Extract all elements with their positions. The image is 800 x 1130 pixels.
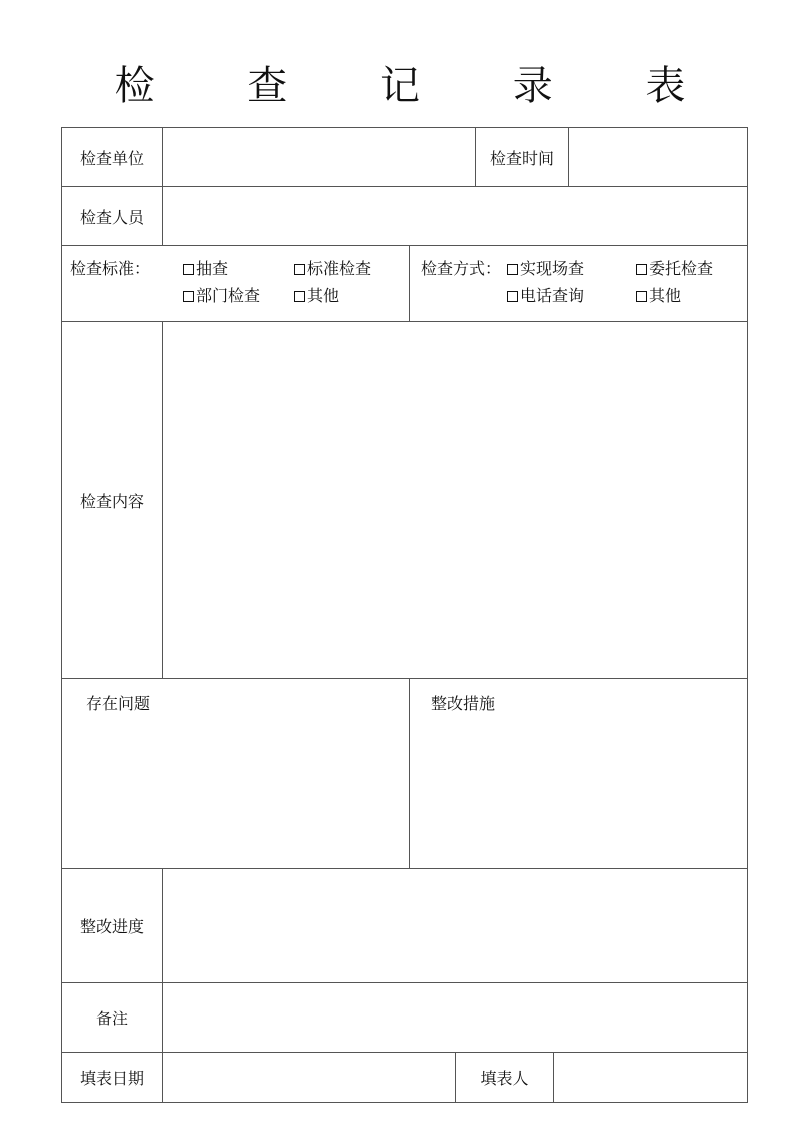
row-divider [61,245,748,246]
checkbox-icon[interactable] [507,291,518,302]
row-divider [61,678,748,679]
checkbox-icon[interactable] [636,291,647,302]
problems-label: 存在问题 [86,694,151,713]
table-border-right [747,127,748,1103]
standard-option-department-check[interactable]: 部门检查 [183,286,260,306]
method-label: 检查方式： [421,259,502,278]
progress-field[interactable] [163,869,747,982]
fill-date-label: 填表日期 [79,1069,144,1088]
table-border-bottom [61,1102,748,1103]
method-option-entrusted[interactable]: 委托检查 [636,259,713,279]
inspection-unit-field[interactable] [163,128,475,186]
checkbox-icon[interactable] [507,264,518,275]
remarks-field[interactable] [163,983,747,1052]
inspection-unit-label: 检查单位 [79,148,144,168]
checkbox-icon[interactable] [183,291,194,302]
method-option-onsite[interactable]: 实现场查 [507,259,584,279]
progress-label: 整改进度 [79,917,144,936]
method-option-other[interactable]: 其他 [636,286,681,306]
checkbox-icon[interactable] [294,291,305,302]
inspectors-field[interactable] [163,187,747,245]
filler-field[interactable] [554,1053,747,1102]
filler-label: 填表人 [480,1069,529,1088]
checkbox-icon[interactable] [183,264,194,275]
inspection-time-field[interactable] [569,128,747,186]
inspectors-label: 检查人员 [79,207,144,227]
content-label: 检查内容 [79,491,144,511]
measures-field[interactable] [410,720,747,868]
content-field[interactable] [163,322,747,678]
standard-option-standard-check[interactable]: 标准检查 [294,259,371,279]
standard-option-other[interactable]: 其他 [294,286,339,306]
standard-label: 检查标准： [70,259,151,278]
fill-date-field[interactable] [163,1053,455,1102]
problems-field[interactable] [62,720,409,868]
remarks-label: 备注 [95,1009,128,1028]
method-option-phone[interactable]: 电话查询 [507,286,584,306]
standard-option-spot-check[interactable]: 抽查 [183,259,228,279]
column-divider [409,245,410,321]
inspection-time-label: 检查时间 [489,148,554,168]
checkbox-icon[interactable] [294,264,305,275]
form-title: 检 查 记 录 表 [114,63,726,109]
checkbox-icon[interactable] [636,264,647,275]
measures-label: 整改措施 [431,694,496,713]
